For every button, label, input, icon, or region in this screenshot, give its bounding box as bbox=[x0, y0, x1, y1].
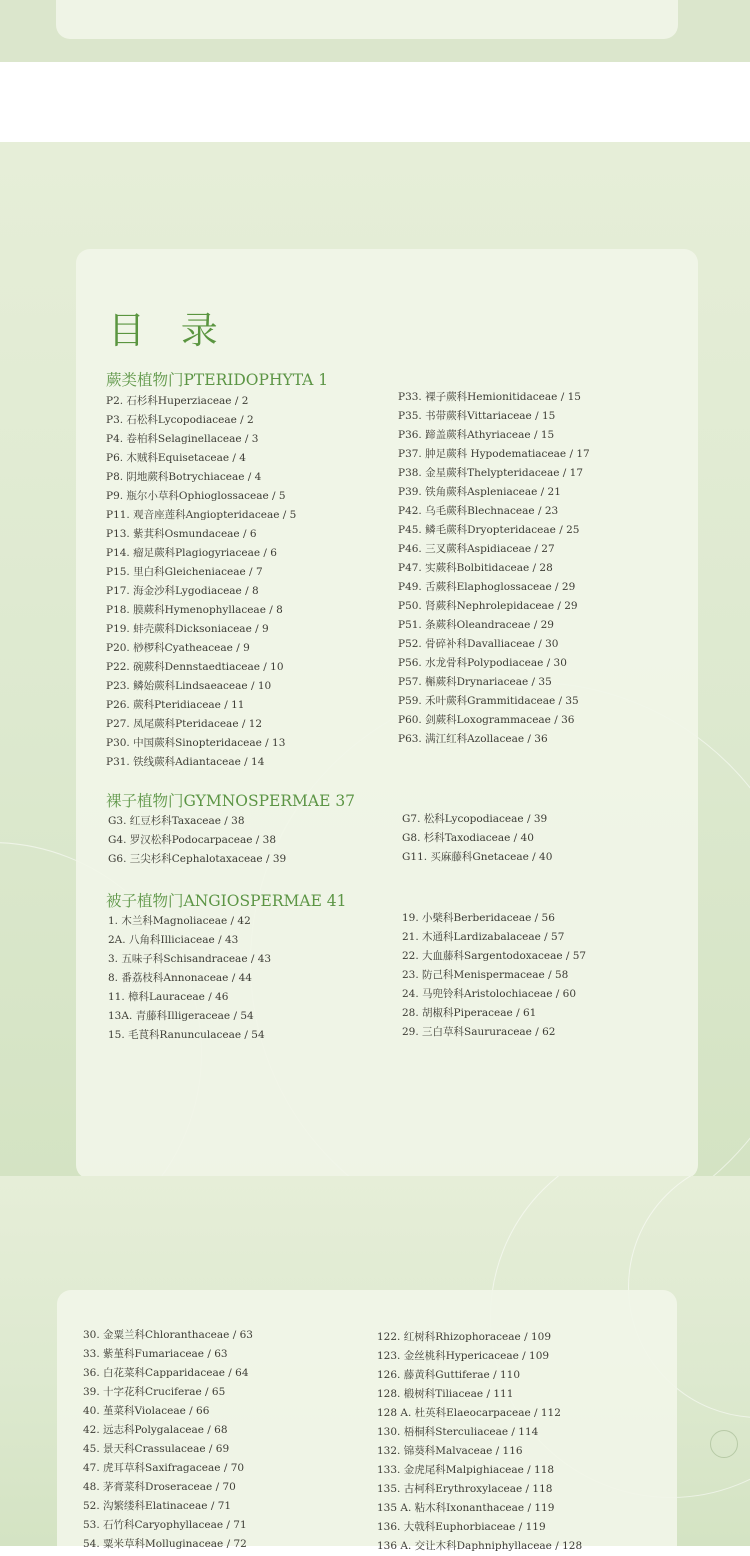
toc-entry: 47. 虎耳草科Saxifragaceae / 70 bbox=[83, 1462, 245, 1474]
section-heading-gymnospermae: 裸子植物门GYMNOSPERMAE 37 bbox=[106, 792, 356, 810]
toc-entry: 42. 远志科Polygalaceae / 68 bbox=[83, 1424, 228, 1436]
angiospermae-left-column bbox=[108, 912, 271, 1045]
toc-entry: 132. 锦葵科Malvaceae / 116 bbox=[377, 1445, 523, 1457]
toc-entry: P27. 凤尾蕨科Pteridaceae / 12 bbox=[106, 718, 263, 730]
continued-left-column bbox=[83, 1326, 253, 1554]
section-heading-pteridophyta: 蕨类植物门PTERIDOPHYTA 1 bbox=[106, 371, 329, 389]
toc-entry: 126. 藤黄科Guttiferae / 110 bbox=[377, 1369, 521, 1381]
toc-entry: 135. 古柯科Erythroxylaceae / 118 bbox=[377, 1483, 553, 1495]
toc-entry: G7. 松科Lycopodiaceae / 39 bbox=[402, 813, 548, 825]
toc-entry: 53. 石竹科Caryophyllaceae / 71 bbox=[83, 1519, 247, 1531]
toc-entry: P9. 瓶尔小草科Ophioglossaceae / 5 bbox=[106, 490, 286, 502]
toc-title: 目 录 bbox=[108, 309, 230, 352]
toc-entry: P3. 石松科Lycopodiaceae / 2 bbox=[106, 414, 254, 426]
toc-entry: P49. 舌蕨科Elaphoglossaceae / 29 bbox=[398, 581, 576, 593]
toc-entry: P36. 蹄盖蕨科Athyriaceae / 15 bbox=[398, 429, 555, 441]
toc-entry: P46. 三叉蕨科Aspidiaceae / 27 bbox=[398, 543, 555, 555]
toc-entry: P37. 肿足蕨科 Hypodematiaceae / 17 bbox=[398, 448, 590, 460]
toc-entry: P6. 木贼科Equisetaceae / 4 bbox=[106, 452, 246, 464]
angiospermae-right-column bbox=[402, 909, 586, 1042]
gymnospermae-left-column bbox=[108, 812, 286, 869]
toc-entry: 11. 樟科Lauraceae / 46 bbox=[108, 991, 229, 1003]
toc-entry: 19. 小檗科Berberidaceae / 56 bbox=[402, 912, 555, 924]
toc-entry: G3. 红豆杉科Taxaceae / 38 bbox=[108, 815, 245, 827]
toc-entry: 128 A. 杜英科Elaeocarpaceae / 112 bbox=[377, 1407, 561, 1419]
pteridophyta-right-column bbox=[398, 388, 590, 749]
toc-entry: 136 A. 交让木科Daphniphyllaceae / 128 bbox=[377, 1540, 583, 1552]
toc-entry: 40. 堇菜科Violaceae / 66 bbox=[83, 1405, 210, 1417]
pteridophyta-left-column bbox=[106, 392, 296, 772]
toc-entry: P19. 蚌壳蕨科Dicksoniaceae / 9 bbox=[106, 623, 269, 635]
toc-entry: P18. 膜蕨科Hymenophyllaceae / 8 bbox=[106, 604, 283, 616]
toc-entry: P51. 条蕨科Oleandraceae / 29 bbox=[398, 619, 554, 631]
content-panel-top bbox=[56, 0, 678, 39]
toc-entry: P30. 中国蕨科Sinopteridaceae / 13 bbox=[106, 737, 286, 749]
toc-entry: 21. 木通科Lardizabalaceae / 57 bbox=[402, 931, 565, 943]
toc-entry: P31. 铁线蕨科Adiantaceae / 14 bbox=[106, 756, 265, 768]
toc-entry: 33. 紫堇科Fumariaceae / 63 bbox=[83, 1348, 228, 1360]
toc-entry: P50. 肾蕨科Nephrolepidaceae / 29 bbox=[398, 600, 578, 612]
toc-entry: P20. 桫椤科Cyatheaceae / 9 bbox=[106, 642, 250, 654]
toc-entry: 39. 十字花科Cruciferae / 65 bbox=[83, 1386, 226, 1398]
toc-entry: G4. 罗汉松科Podocarpaceae / 38 bbox=[108, 834, 277, 846]
toc-entry: P2. 石杉科Huperziaceae / 2 bbox=[106, 395, 249, 407]
toc-entry: P22. 碗蕨科Dennstaedtiaceae / 10 bbox=[106, 661, 284, 673]
page-top bbox=[0, 0, 750, 62]
toc-entry: 136. 大戟科Euphorbiaceae / 119 bbox=[377, 1521, 546, 1533]
toc-entry: G8. 杉科Taxodiaceae / 40 bbox=[402, 832, 534, 844]
toc-entry: 23. 防己科Menispermaceae / 58 bbox=[402, 969, 569, 981]
toc-entry: P35. 书带蕨科Vittariaceae / 15 bbox=[398, 410, 556, 422]
toc-entry: 130. 梧桐科Sterculiaceae / 114 bbox=[377, 1426, 539, 1438]
toc-entry: P45. 鳞毛蕨科Dryopteridaceae / 25 bbox=[398, 524, 580, 536]
toc-entry: 122. 红树科Rhizophoraceae / 109 bbox=[377, 1331, 552, 1343]
toc-entry: 28. 胡椒科Piperaceae / 61 bbox=[402, 1007, 537, 1019]
toc-entry: 2A. 八角科Illiciaceae / 43 bbox=[108, 934, 239, 946]
decorative-circle bbox=[710, 1430, 738, 1458]
toc-entry: 52. 沟繁缕科Elatinaceae / 71 bbox=[83, 1500, 232, 1512]
toc-entry: P15. 里白科Gleicheniaceae / 7 bbox=[106, 566, 263, 578]
toc-entry: 36. 白花菜科Capparidaceae / 64 bbox=[83, 1367, 249, 1379]
page-gap bbox=[0, 62, 750, 142]
toc-entry: P17. 海金沙科Lygodiaceae / 8 bbox=[106, 585, 259, 597]
toc-entry: 22. 大血藤科Sargentodoxaceae / 57 bbox=[402, 950, 587, 962]
toc-entry: 48. 茅膏菜科Droseraceae / 70 bbox=[83, 1481, 236, 1493]
toc-entry: P38. 金星蕨科Thelypteridaceae / 17 bbox=[398, 467, 584, 479]
toc-entry: P8. 阴地蕨科Botrychiaceae / 4 bbox=[106, 471, 262, 483]
toc-entry: P52. 骨碎补科Davalliaceae / 30 bbox=[398, 638, 559, 650]
toc-entry: 8. 番荔枝科Annonaceae / 44 bbox=[108, 972, 252, 984]
toc-entry: P56. 水龙骨科Polypodiaceae / 30 bbox=[398, 657, 567, 669]
continued-right-column bbox=[377, 1328, 582, 1556]
toc-entry: P63. 满江红科Azollaceae / 36 bbox=[398, 733, 548, 745]
toc-entry: 133. 金虎尾科Malpighiaceae / 118 bbox=[377, 1464, 555, 1476]
toc-entry: P14. 瘤足蕨科Plagiogyriaceae / 6 bbox=[106, 547, 277, 559]
toc-entry: 3. 五味子科Schisandraceae / 43 bbox=[108, 953, 272, 965]
toc-entry: 30. 金粟兰科Chloranthaceae / 63 bbox=[83, 1329, 253, 1341]
section-heading-angiospermae: 被子植物门ANGIOSPERMAE 41 bbox=[106, 892, 347, 910]
toc-entry: 29. 三白草科Saururaceae / 62 bbox=[402, 1026, 556, 1038]
toc-entry: 24. 马兜铃科Aristolochiaceae / 60 bbox=[402, 988, 577, 1000]
toc-entry: 1. 木兰科Magnoliaceae / 42 bbox=[108, 915, 251, 927]
toc-entry: 135 A. 粘木科Ixonanthaceae / 119 bbox=[377, 1502, 555, 1514]
toc-entry: P23. 鳞始蕨科Lindsaeaceae / 10 bbox=[106, 680, 272, 692]
gymnospermae-right-column bbox=[402, 810, 552, 867]
toc-entry: P47. 实蕨科Bolbitidaceae / 28 bbox=[398, 562, 553, 574]
toc-entry: P42. 乌毛蕨科Blechnaceae / 23 bbox=[398, 505, 559, 517]
toc-entry: P26. 蕨科Pteridiaceae / 11 bbox=[106, 699, 245, 711]
toc-entry: 45. 景天科Crassulaceae / 69 bbox=[83, 1443, 230, 1455]
toc-entry: 123. 金丝桃科Hypericaceae / 109 bbox=[377, 1350, 550, 1362]
toc-entry: P60. 剑蕨科Loxogrammaceae / 36 bbox=[398, 714, 575, 726]
toc-entry: P13. 紫萁科Osmundaceae / 6 bbox=[106, 528, 257, 540]
toc-entry: P57. 槲蕨科Drynariaceae / 35 bbox=[398, 676, 552, 688]
toc-entry: G11. 买麻藤科Gnetaceae / 40 bbox=[402, 851, 553, 863]
toc-entry: 128. 椴树科Tiliaceae / 111 bbox=[377, 1388, 514, 1400]
toc-entry: G6. 三尖杉科Cephalotaxaceae / 39 bbox=[108, 853, 287, 865]
toc-entry: P11. 观音座莲科Angiopteridaceae / 5 bbox=[106, 509, 297, 521]
toc-entry: 15. 毛茛科Ranunculaceae / 54 bbox=[108, 1029, 265, 1041]
toc-entry: P4. 卷柏科Selaginellaceae / 3 bbox=[106, 433, 259, 445]
toc-entry: 54. 粟米草科Molluginaceae / 72 bbox=[83, 1538, 247, 1550]
toc-entry: P59. 禾叶蕨科Grammitidaceae / 35 bbox=[398, 695, 579, 707]
toc-entry: P33. 裸子蕨科Hemionitidaceae / 15 bbox=[398, 391, 581, 403]
toc-entry: 13A. 青藤科Illigeraceae / 54 bbox=[108, 1010, 254, 1022]
toc-entry: P39. 铁角蕨科Aspleniaceae / 21 bbox=[398, 486, 561, 498]
